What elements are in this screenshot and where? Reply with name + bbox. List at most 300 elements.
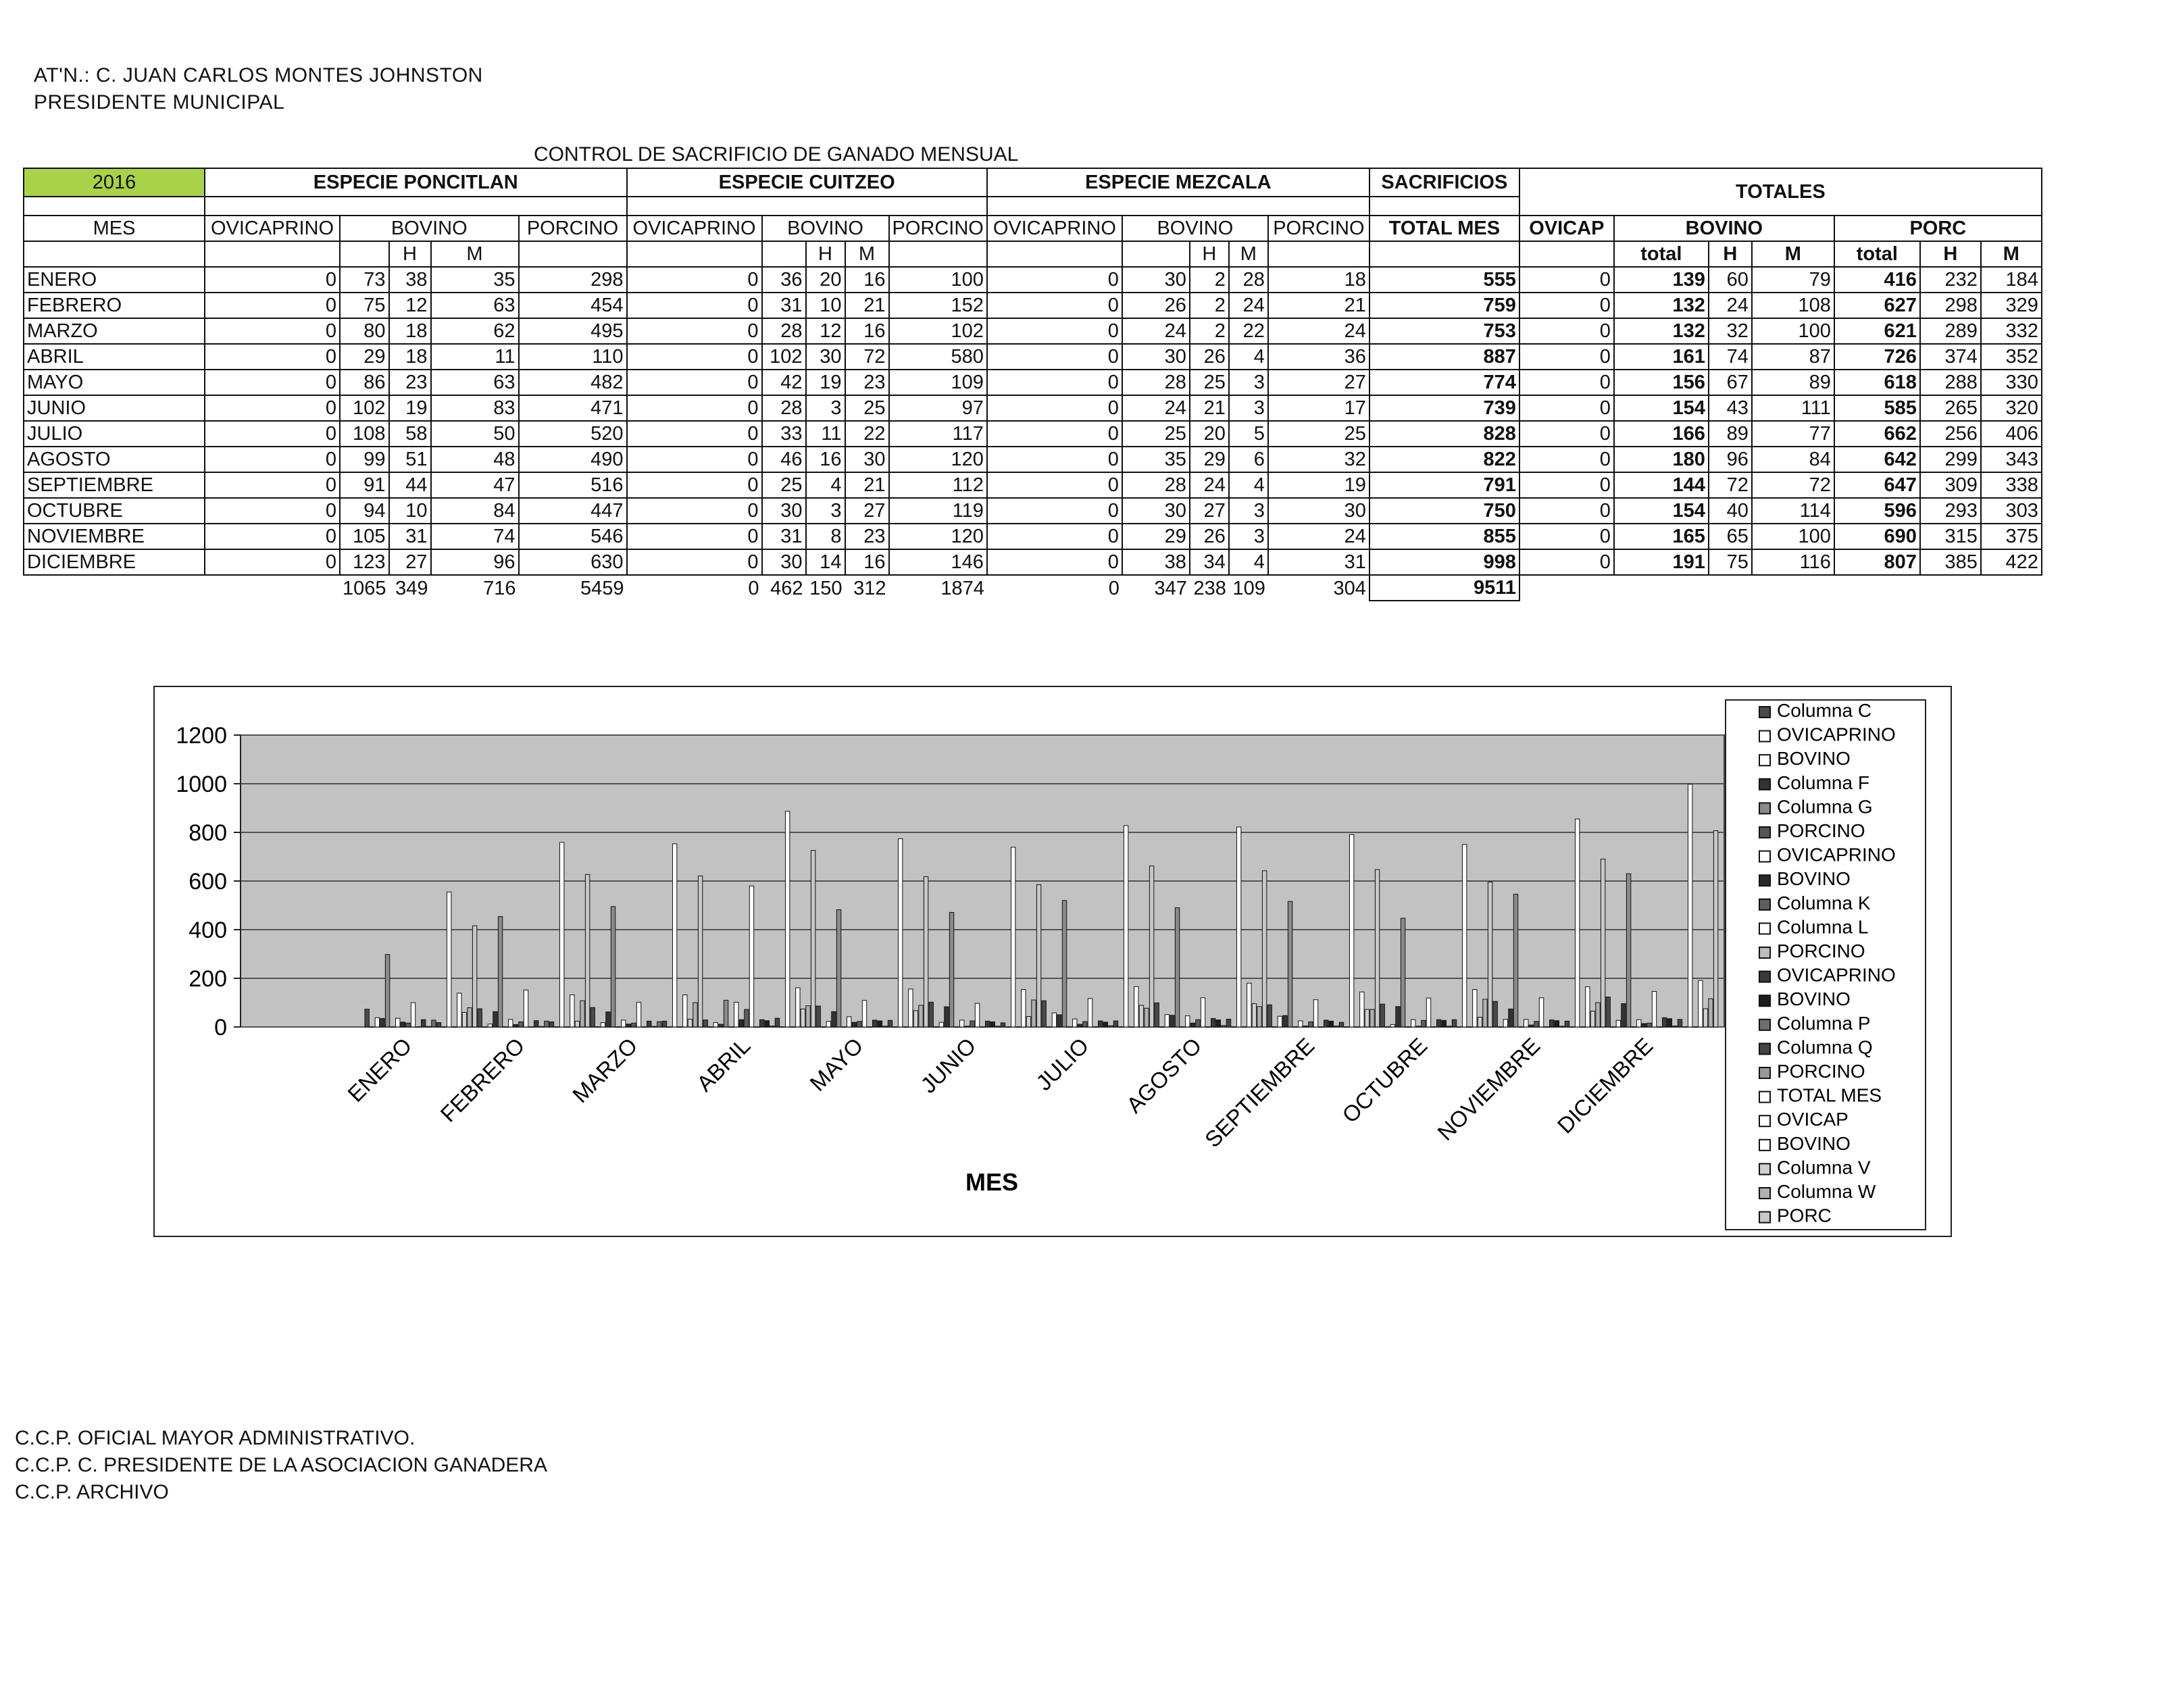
ccp-archivo: C.C.P. ARCHIVO xyxy=(15,1481,169,1503)
cell-t-ovi: 0 xyxy=(1519,318,1614,344)
cell-z-h: 25 xyxy=(1190,370,1229,395)
ccp-asociacion-ganadera: C.C.P. C. PRESIDENTE DE LA ASOCIACION GANADERA xyxy=(15,1454,547,1476)
cell-t-bh: 96 xyxy=(1709,447,1752,472)
cell-c-bov: 31 xyxy=(762,524,806,549)
bar-octubre-s4 xyxy=(1401,918,1405,1027)
bar-octubre-s3 xyxy=(1396,1007,1400,1027)
bar-octubre-s13 xyxy=(1447,1026,1451,1027)
sum-p-por: 5459 xyxy=(580,577,624,599)
bar-octubre-s2 xyxy=(1390,1024,1394,1027)
bar-diciembre-s0 xyxy=(1606,997,1610,1027)
group-cuitzeo: ESPECIE CUITZEO xyxy=(627,168,987,197)
cell-t-bm: 87 xyxy=(1752,344,1834,370)
bar-abril-s20 xyxy=(806,1006,810,1027)
bar-febrero-s14 xyxy=(549,1022,553,1027)
bar-diciembre-s21 xyxy=(1713,830,1717,1027)
cell-p-h: 38 xyxy=(389,267,431,293)
cell-p-ovi: 0 xyxy=(205,498,340,524)
month-cell: JUNIO xyxy=(24,395,205,421)
ccp-oficial-mayor: C.C.P. OFICIAL MAYOR ADMINISTRATIVO. xyxy=(15,1427,416,1449)
bar-enero-s21 xyxy=(472,926,476,1027)
legend-swatch xyxy=(1759,947,1770,958)
cell-t-bm: 79 xyxy=(1752,267,1834,293)
cell-t-bh: 89 xyxy=(1709,421,1752,447)
cell-p-h: 58 xyxy=(389,421,431,447)
bar-septiembre-s1 xyxy=(1273,1027,1277,1028)
bar-septiembre-s12 xyxy=(1329,1021,1333,1027)
bar-junio-s21 xyxy=(1036,884,1040,1027)
cell-z-bov: 28 xyxy=(1122,370,1190,395)
bar-febrero-s6 xyxy=(509,1020,513,1027)
bar-enero-s15 xyxy=(442,1027,446,1028)
bar-febrero-s13 xyxy=(545,1021,549,1027)
bar-abril-s16 xyxy=(785,811,789,1027)
bar-noviembre-s14 xyxy=(1565,1021,1569,1027)
month-cell: DICIEMBRE xyxy=(24,549,205,575)
col-z-h: H xyxy=(1190,241,1229,267)
cell-t-bm: 108 xyxy=(1752,293,1834,318)
bar-marzo-s21 xyxy=(698,876,702,1027)
bar-junio-s2 xyxy=(939,1022,943,1027)
cell-t-bov: 132 xyxy=(1614,318,1709,344)
legend-swatch xyxy=(1759,779,1770,790)
bar-diciembre-s5 xyxy=(1632,1027,1636,1028)
x-tick-label-abril: ABRIL xyxy=(691,1032,755,1097)
cell-t-por: 627 xyxy=(1834,293,1920,318)
bar-junio-s0 xyxy=(929,1002,933,1027)
cell-c-m: 25 xyxy=(845,395,889,421)
bar-junio-s6 xyxy=(960,1020,964,1027)
bar-abril-s7 xyxy=(739,1020,743,1027)
cell-c-ovi: 0 xyxy=(627,344,762,370)
cell-t-pm: 422 xyxy=(1981,549,2042,575)
cell-p-bov: 75 xyxy=(340,293,389,318)
y-tick-label: 1000 xyxy=(176,772,227,797)
bar-julio-s11 xyxy=(1099,1021,1103,1027)
cell-z-bov: 38 xyxy=(1122,549,1190,575)
legend-swatch xyxy=(1759,1020,1770,1030)
bar-noviembre-s10 xyxy=(1544,1027,1549,1028)
cell-p-bov: 91 xyxy=(340,472,389,498)
cell-p-h: 12 xyxy=(389,293,431,318)
sum-p-bov: 1065 xyxy=(343,577,386,599)
bar-agosto-s5 xyxy=(1180,1027,1184,1028)
cell-p-bov: 123 xyxy=(340,549,389,575)
bar-abril-s10 xyxy=(755,1027,759,1028)
cell-c-m: 30 xyxy=(845,447,889,472)
sum-z-por: 304 xyxy=(1333,577,1366,599)
cell-p-ovi: 0 xyxy=(205,293,340,318)
bar-septiembre-s17 xyxy=(1355,1027,1359,1028)
cell-z-h: 26 xyxy=(1190,524,1229,549)
bar-agosto-s0 xyxy=(1155,1003,1159,1027)
bar-marzo-s10 xyxy=(642,1027,646,1028)
cell-p-por: 630 xyxy=(519,549,627,575)
bar-abril-s14 xyxy=(775,1018,779,1027)
y-tick-label: 200 xyxy=(188,966,227,992)
cell-p-m: 63 xyxy=(431,293,519,318)
bar-mayo-s3 xyxy=(832,1011,836,1027)
bar-julio-s5 xyxy=(1067,1027,1072,1028)
x-tick-label-marzo: MARZO xyxy=(568,1032,643,1108)
bar-septiembre-s13 xyxy=(1334,1026,1338,1027)
cell-p-h: 10 xyxy=(389,498,431,524)
cell-c-ovi: 0 xyxy=(627,293,762,318)
cell-t-bov: 154 xyxy=(1614,395,1709,421)
legend-swatch xyxy=(1759,899,1770,910)
cell-z-por: 18 xyxy=(1268,267,1369,293)
cell-p-m: 11 xyxy=(431,344,519,370)
legend-swatch xyxy=(1759,851,1770,862)
cell-c-m: 27 xyxy=(845,498,889,524)
legend-swatch xyxy=(1759,1068,1770,1078)
bar-noviembre-s12 xyxy=(1555,1021,1559,1027)
col-t-por-m: M xyxy=(1981,241,2042,267)
bar-agosto-s1 xyxy=(1160,1027,1164,1028)
cell-t-pm: 343 xyxy=(1981,447,2042,472)
cell-t-bm: 114 xyxy=(1752,498,1834,524)
cell-c-bov: 33 xyxy=(762,421,806,447)
bar-agosto-s14 xyxy=(1226,1019,1230,1027)
bar-marzo-s20 xyxy=(693,1003,697,1027)
col-p-m: M xyxy=(431,241,519,267)
cell-t-ph: 374 xyxy=(1920,344,1981,370)
cell-c-ovi: 0 xyxy=(627,524,762,549)
cell-p-bov: 94 xyxy=(340,498,389,524)
bar-agosto-s10 xyxy=(1206,1027,1210,1028)
cell-t-por: 585 xyxy=(1834,395,1920,421)
cell-c-por: 119 xyxy=(889,498,987,524)
cell-p-por: 482 xyxy=(519,370,627,395)
bar-diciembre-s11 xyxy=(1663,1018,1667,1027)
cell-total-mes: 998 xyxy=(1369,549,1519,575)
bar-diciembre-s8 xyxy=(1647,1023,1651,1027)
cell-p-m: 50 xyxy=(431,421,519,447)
col-t-por-total: total xyxy=(1834,241,1920,267)
bar-mayo-s5 xyxy=(842,1027,846,1028)
cell-t-bov: 161 xyxy=(1614,344,1709,370)
cell-t-ovi: 0 xyxy=(1519,498,1614,524)
bar-noviembre-s8 xyxy=(1534,1022,1538,1027)
cell-z-ovi: 0 xyxy=(987,267,1122,293)
bar-diciembre-s16 xyxy=(1688,784,1692,1027)
cell-total-mes: 555 xyxy=(1369,267,1519,293)
cell-z-bov: 29 xyxy=(1122,524,1190,549)
month-cell: AGOSTO xyxy=(24,447,205,472)
legend-entry: PORC xyxy=(1777,1205,1832,1226)
x-tick-label-mayo: MAYO xyxy=(805,1032,868,1096)
y-tick-label: 1200 xyxy=(176,723,227,749)
cell-z-bov: 35 xyxy=(1122,447,1190,472)
bar-febrero-s18 xyxy=(570,995,574,1027)
bar-abril-s2 xyxy=(713,1023,718,1027)
bar-enero-s2 xyxy=(375,1018,379,1027)
cell-t-pm: 375 xyxy=(1981,524,2042,549)
bar-agosto-s9 xyxy=(1201,998,1205,1027)
cell-t-bm: 116 xyxy=(1752,549,1834,575)
bar-abril-s8 xyxy=(745,1009,749,1027)
bar-febrero-s1 xyxy=(483,1027,487,1028)
year-cell: 2016 xyxy=(24,168,205,197)
cell-p-m: 47 xyxy=(431,472,519,498)
cell-t-ovi: 0 xyxy=(1519,267,1614,293)
cell-z-por: 30 xyxy=(1268,498,1369,524)
cell-p-por: 495 xyxy=(519,318,627,344)
bar-abril-s21 xyxy=(811,851,815,1027)
cell-t-ph: 289 xyxy=(1920,318,1981,344)
cell-p-m: 84 xyxy=(431,498,519,524)
bar-noviembre-s19 xyxy=(1590,1011,1594,1027)
bar-febrero-s4 xyxy=(498,917,502,1027)
cell-p-por: 520 xyxy=(519,421,627,447)
bar-noviembre-s1 xyxy=(1499,1027,1503,1028)
bar-diciembre-s4 xyxy=(1626,874,1630,1027)
bar-septiembre-s14 xyxy=(1339,1022,1343,1027)
legend-swatch xyxy=(1759,755,1770,765)
cell-z-h: 20 xyxy=(1190,421,1229,447)
cell-t-bov: 132 xyxy=(1614,293,1709,318)
bar-marzo-s12 xyxy=(652,1026,656,1027)
bar-junio-s1 xyxy=(934,1027,938,1028)
col-z-m: M xyxy=(1229,241,1268,267)
bar-julio-s10 xyxy=(1093,1027,1097,1028)
cell-c-h: 12 xyxy=(806,318,845,344)
x-tick-label-julio: JULIO xyxy=(1031,1032,1094,1096)
bar-junio-s9 xyxy=(975,1003,979,1027)
month-cell: NOVIEMBRE xyxy=(24,524,205,549)
cell-c-bov: 28 xyxy=(762,395,806,421)
legend-swatch xyxy=(1759,731,1770,742)
bar-diciembre-s1 xyxy=(1611,1027,1615,1028)
legend-entry: Columna C xyxy=(1777,700,1872,721)
bar-octubre-s17 xyxy=(1467,1027,1472,1028)
sum-total-mes: 9511 xyxy=(1369,575,1519,601)
cell-p-ovi: 0 xyxy=(205,447,340,472)
cell-p-por: 490 xyxy=(519,447,627,472)
cell-t-bm: 77 xyxy=(1752,421,1834,447)
cell-c-por: 120 xyxy=(889,447,987,472)
bar-diciembre-s18 xyxy=(1699,980,1703,1027)
col-c-ovicaprino: OVICAPRINO xyxy=(627,216,762,241)
bar-octubre-s12 xyxy=(1442,1020,1446,1027)
month-cell: MARZO xyxy=(24,318,205,344)
bar-mayo-s6 xyxy=(847,1017,851,1027)
cell-t-por: 416 xyxy=(1834,267,1920,293)
cell-z-bov: 24 xyxy=(1122,395,1190,421)
cell-t-bh: 67 xyxy=(1709,370,1752,395)
cell-t-bh: 75 xyxy=(1709,549,1752,575)
bar-julio-s17 xyxy=(1129,1027,1133,1028)
x-tick-label-agosto: AGOSTO xyxy=(1121,1032,1207,1118)
cell-t-bh: 60 xyxy=(1709,267,1752,293)
cell-t-bh: 74 xyxy=(1709,344,1752,370)
bar-febrero-s2 xyxy=(488,1024,492,1027)
bar-noviembre-s3 xyxy=(1509,1009,1513,1027)
cell-c-por: 152 xyxy=(889,293,987,318)
cell-z-m: 4 xyxy=(1229,549,1268,575)
cell-total-mes: 739 xyxy=(1369,395,1519,421)
cell-t-pm: 338 xyxy=(1981,472,2042,498)
bar-mayo-s4 xyxy=(836,909,840,1027)
col-c-bovino: BOVINO xyxy=(762,216,889,241)
cell-z-por: 24 xyxy=(1268,524,1369,549)
bar-enero-s0 xyxy=(365,1009,369,1027)
cell-z-m: 3 xyxy=(1229,524,1268,549)
cell-z-m: 6 xyxy=(1229,447,1268,472)
bar-julio-s18 xyxy=(1134,986,1138,1027)
report-title: CONTROL DE SACRIFICIO DE GANADO MENSUAL xyxy=(534,143,1019,166)
bar-mayo-s8 xyxy=(857,1022,861,1027)
bar-septiembre-s8 xyxy=(1309,1022,1313,1027)
col-t-porc: PORC xyxy=(1834,216,2042,241)
cell-c-ovi: 0 xyxy=(627,318,762,344)
bar-diciembre-s13 xyxy=(1673,1026,1677,1027)
cell-z-bov: 26 xyxy=(1122,293,1190,318)
bar-mayo-s9 xyxy=(862,1001,866,1027)
cell-c-m: 21 xyxy=(845,472,889,498)
bar-abril-s17 xyxy=(790,1027,795,1028)
cell-t-bov: 154 xyxy=(1614,498,1709,524)
bar-diciembre-s3 xyxy=(1622,1003,1626,1027)
sum-z-m: 109 xyxy=(1232,577,1265,599)
legend-entry: PORCINO xyxy=(1777,940,1865,961)
bar-junio-s10 xyxy=(980,1027,984,1028)
x-tick-label-febrero: FEBRERO xyxy=(435,1032,530,1127)
month-cell: FEBRERO xyxy=(24,293,205,318)
bar-abril-s1 xyxy=(709,1027,713,1028)
bar-enero-s13 xyxy=(432,1020,436,1027)
bar-mayo-s1 xyxy=(822,1027,826,1028)
legend-swatch xyxy=(1759,1115,1770,1126)
month-cell: JULIO xyxy=(24,421,205,447)
cell-c-ovi: 0 xyxy=(627,267,762,293)
bar-octubre-s10 xyxy=(1432,1027,1436,1028)
bar-mayo-s7 xyxy=(852,1022,856,1027)
cell-z-m: 22 xyxy=(1229,318,1268,344)
bar-septiembre-s15 xyxy=(1344,1027,1349,1028)
cell-c-ovi: 0 xyxy=(627,472,762,498)
cell-p-bov: 105 xyxy=(340,524,389,549)
bar-julio-s9 xyxy=(1088,999,1092,1027)
bar-diciembre-s17 xyxy=(1693,1027,1697,1028)
cell-t-pm: 184 xyxy=(1981,267,2042,293)
bar-marzo-s1 xyxy=(596,1027,600,1028)
cell-t-bm: 84 xyxy=(1752,447,1834,472)
cell-c-bov: 102 xyxy=(762,344,806,370)
cell-z-h: 29 xyxy=(1190,447,1229,472)
bar-enero-s3 xyxy=(380,1018,384,1027)
bar-abril-s0 xyxy=(703,1020,707,1027)
bar-septiembre-s18 xyxy=(1360,992,1364,1027)
bar-mayo-s12 xyxy=(878,1021,882,1027)
cell-t-bh: 65 xyxy=(1709,524,1752,549)
bar-julio-s0 xyxy=(1042,1001,1046,1027)
bar-abril-s4 xyxy=(724,1000,728,1027)
bar-julio-s20 xyxy=(1145,1008,1149,1027)
cell-c-por: 100 xyxy=(889,267,987,293)
cell-c-bov: 31 xyxy=(762,293,806,318)
bar-octubre-s5 xyxy=(1406,1027,1410,1028)
cell-z-m: 3 xyxy=(1229,395,1268,421)
bar-febrero-s0 xyxy=(478,1009,482,1027)
bar-febrero-s12 xyxy=(539,1026,543,1027)
bar-mayo-s2 xyxy=(826,1022,830,1027)
group-mezcala: ESPECIE MEZCALA xyxy=(987,168,1369,197)
bar-noviembre-s9 xyxy=(1539,998,1543,1027)
cell-t-por: 621 xyxy=(1834,318,1920,344)
cell-t-pm: 320 xyxy=(1981,395,2042,421)
cell-c-h: 19 xyxy=(806,370,845,395)
bar-marzo-s11 xyxy=(647,1021,651,1027)
bar-agosto-s20 xyxy=(1257,1007,1261,1027)
cell-t-ovi: 0 xyxy=(1519,370,1614,395)
group-sacrificios: SACRIFICIOS xyxy=(1369,168,1519,197)
cell-z-por: 21 xyxy=(1268,293,1369,318)
cell-z-bov: 30 xyxy=(1122,498,1190,524)
month-cell: ENERO xyxy=(24,267,205,293)
bar-febrero-s5 xyxy=(503,1027,507,1028)
legend-swatch xyxy=(1759,803,1770,813)
cell-t-bov: 166 xyxy=(1614,421,1709,447)
bar-agosto-s12 xyxy=(1216,1020,1220,1027)
cell-t-ovi: 0 xyxy=(1519,421,1614,447)
bar-julio-s1 xyxy=(1047,1027,1051,1028)
bar-octubre-s14 xyxy=(1452,1020,1456,1027)
cell-c-h: 4 xyxy=(806,472,845,498)
bar-febrero-s17 xyxy=(565,1027,569,1028)
cell-c-ovi: 0 xyxy=(627,370,762,395)
col-t-bovino: BOVINO xyxy=(1614,216,1834,241)
bar-mayo-s0 xyxy=(816,1006,820,1027)
legend-entry: TOTAL MES xyxy=(1777,1084,1882,1106)
bar-noviembre-s4 xyxy=(1513,894,1517,1027)
bar-octubre-s9 xyxy=(1426,998,1430,1027)
legend-entry: Columna K xyxy=(1777,892,1871,913)
bar-agosto-s3 xyxy=(1170,1015,1174,1027)
cell-t-ph: 256 xyxy=(1920,421,1981,447)
cell-p-por: 110 xyxy=(519,344,627,370)
bar-febrero-s15 xyxy=(555,1027,559,1028)
cell-z-bov: 24 xyxy=(1122,318,1190,344)
cell-t-ph: 288 xyxy=(1920,370,1981,395)
bar-febrero-s19 xyxy=(575,1021,579,1027)
bar-enero-s16 xyxy=(447,892,451,1027)
cell-z-h: 2 xyxy=(1190,267,1229,293)
cell-t-bh: 72 xyxy=(1709,472,1752,498)
cell-z-h: 24 xyxy=(1190,472,1229,498)
cell-z-ovi: 0 xyxy=(987,549,1122,575)
cell-c-ovi: 0 xyxy=(627,421,762,447)
bar-septiembre-s20 xyxy=(1370,1009,1374,1027)
cell-t-pm: 406 xyxy=(1981,421,2042,447)
bar-mayo-s18 xyxy=(909,989,913,1027)
bar-marzo-s17 xyxy=(678,1027,682,1028)
cell-z-ovi: 0 xyxy=(987,472,1122,498)
cell-t-por: 596 xyxy=(1834,498,1920,524)
bar-octubre-s8 xyxy=(1422,1020,1426,1027)
cell-total-mes: 791 xyxy=(1369,472,1519,498)
cell-c-m: 16 xyxy=(845,318,889,344)
month-cell: MAYO xyxy=(24,370,205,395)
cell-z-h: 34 xyxy=(1190,549,1229,575)
cell-t-bm: 72 xyxy=(1752,472,1834,498)
bar-febrero-s21 xyxy=(585,874,589,1027)
bar-mayo-s21 xyxy=(924,877,928,1027)
bar-julio-s4 xyxy=(1062,901,1066,1027)
legend-entry: Columna L xyxy=(1777,916,1869,938)
cell-z-ovi: 0 xyxy=(987,421,1122,447)
bar-abril-s5 xyxy=(729,1027,733,1028)
